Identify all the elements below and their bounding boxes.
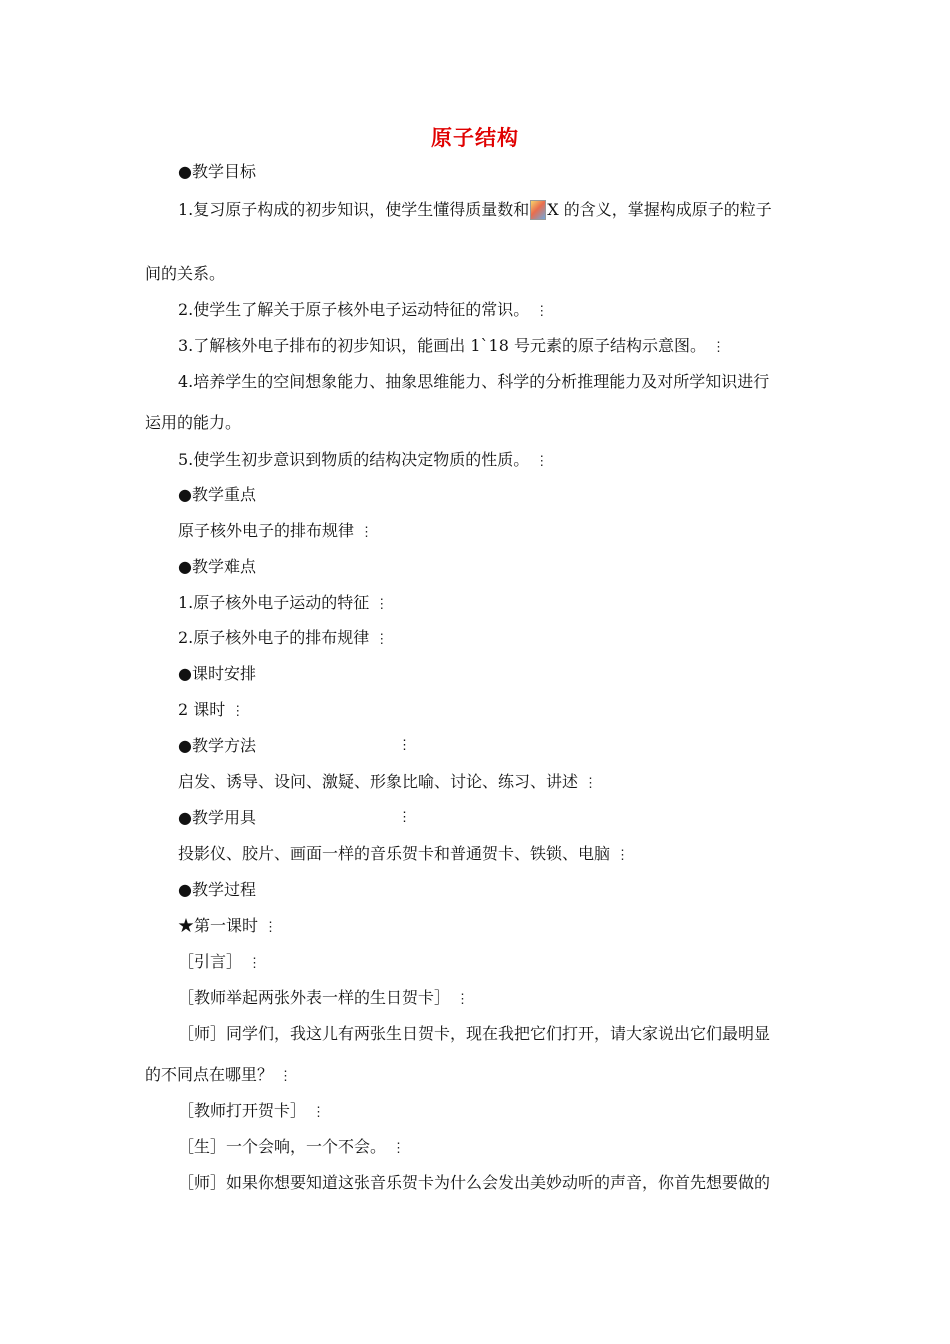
goal-1: 1.复习原子构成的初步知识，使学生懂得质量数和 X 的含义，掌握构成原子的粒子	[178, 200, 772, 219]
paragraph-mark: ⋮	[248, 956, 262, 971]
process-3: ［教师举起两张外表一样的生日贺卡］ ⋮	[178, 988, 470, 1007]
process-7: ［师］如果你想要知道这张音乐贺卡为什么会发出美妙动听的声音，你首先想要做的	[178, 1173, 771, 1192]
broken-image-icon	[530, 200, 546, 220]
process-6: ［生］一个会响，一个不会。 ⋮	[178, 1137, 406, 1156]
difficulty-2: 2.原子核外电子的排布规律 ⋮	[178, 628, 389, 647]
paragraph-mark: ⋮	[375, 597, 389, 612]
goal-1-cont: 间的关系。	[145, 264, 226, 283]
paragraph-mark: ⋮	[456, 992, 470, 1007]
goal-4: 4.培养学生的空间想象能力、抽象思维能力、科学的分析推理能力及对所学知识进行	[178, 372, 770, 391]
paragraph-mark: ⋮	[360, 525, 374, 540]
difficulty-1: 1.原子核外电子运动的特征 ⋮	[178, 593, 389, 612]
schedule-1: 2 课时 ⋮	[178, 700, 245, 719]
process-1: ★第一课时 ⋮	[178, 916, 278, 935]
paragraph-mark: ⋮	[279, 1069, 293, 1084]
paragraph-mark: ⋮	[535, 304, 549, 319]
heading-methods: ●教学方法	[178, 736, 256, 755]
paragraph-mark: ⋮	[398, 738, 411, 753]
paragraph-mark: ⋮	[392, 1141, 406, 1156]
paragraph-mark: ⋮	[584, 776, 598, 791]
key-point-1: 原子核外电子的排布规律 ⋮	[178, 521, 374, 540]
paragraph-mark: ⋮	[398, 810, 411, 825]
tools-1: 投影仪、胶片、画面一样的音乐贺卡和普通贺卡、铁锁、电脑 ⋮	[178, 844, 630, 863]
document-title: 原子结构	[431, 126, 519, 150]
process-2: ［引言］ ⋮	[178, 952, 262, 971]
paragraph-mark: ⋮	[264, 920, 278, 935]
paragraph-mark: ⋮	[535, 454, 549, 469]
goal-5: 5.使学生初步意识到物质的结构决定物质的性质。 ⋮	[178, 450, 549, 469]
paragraph-mark: ⋮	[711, 340, 725, 355]
heading-teaching-goals: ●教学目标	[178, 162, 256, 181]
paragraph-mark: ⋮	[616, 848, 630, 863]
paragraph-mark: ⋮	[231, 704, 245, 719]
paragraph-mark: ⋮	[312, 1105, 326, 1120]
process-5: ［教师打开贺卡］ ⋮	[178, 1101, 326, 1120]
goal-3: 3.了解核外电子排布的初步知识，能画出 1`18 号元素的原子结构示意图。 ⋮	[178, 336, 725, 355]
methods-1: 启发、诱导、设问、激疑、形象比喻、讨论、练习、讲述 ⋮	[178, 772, 598, 791]
heading-process: ●教学过程	[178, 880, 256, 899]
process-4: ［师］同学们，我这儿有两张生日贺卡，现在我把它们打开，请大家说出它们最明显	[178, 1024, 771, 1043]
heading-key-points: ●教学重点	[178, 485, 256, 504]
heading-tools: ●教学用具	[178, 808, 256, 827]
goal-4-cont: 运用的能力。	[145, 413, 242, 432]
paragraph-mark: ⋮	[375, 632, 389, 647]
process-4-cont: 的不同点在哪里？ ⋮	[145, 1065, 293, 1084]
heading-schedule: ●课时安排	[178, 664, 256, 683]
heading-difficulties: ●教学难点	[178, 557, 256, 576]
goal-2: 2.使学生了解关于原子核外电子运动特征的常识。 ⋮	[178, 300, 549, 319]
